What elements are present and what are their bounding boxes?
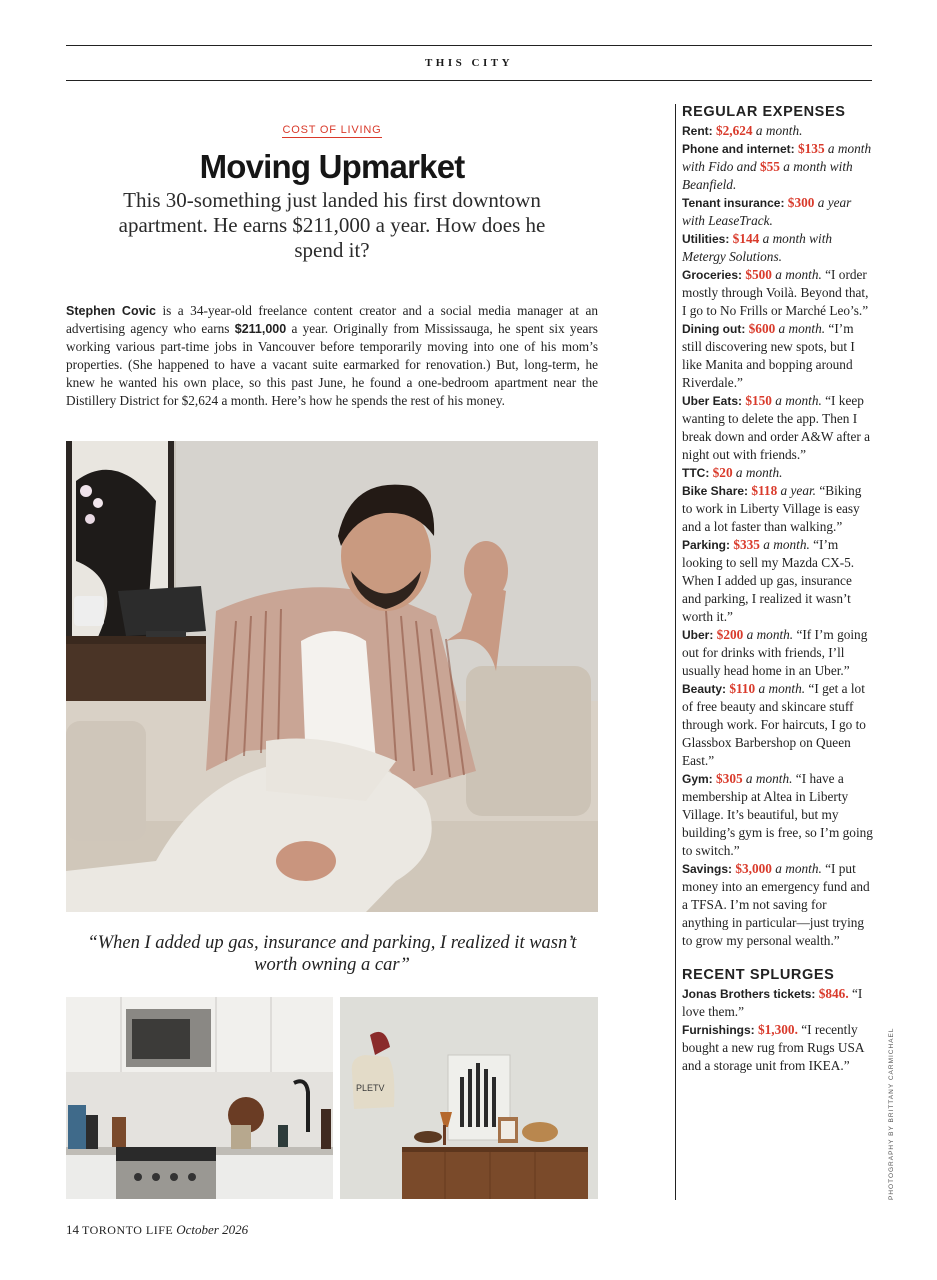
ttc-period: a month. [732,465,783,480]
expense-savings [682,860,874,950]
savings-amount: $3,000 [735,861,772,876]
expense-ubereats [682,392,874,464]
jonas-quote: “I love them.” [682,986,863,1019]
ttc-label: TTC: [682,466,710,480]
regular-expenses-heading: REGULAR EXPENSES [682,104,846,120]
ttc-amount: $20 [712,465,733,480]
expense-bikeshare [682,482,874,536]
top-rule [66,45,872,46]
furnishings-quote: “I recently bought a new rug from Rugs USA and a storage unit from IKEA.” [682,1022,864,1073]
expense-parking [682,536,874,626]
parking-amount: $335 [733,537,760,552]
gym-amount: $305 [716,771,743,786]
ubereats-quote: “I keep wanting to delete the app. Then I break down and order A&W after a night out with friends.” [682,393,871,462]
ubereats-period: a month. [771,393,822,408]
rent-amount: $2,624 [716,123,753,138]
expense-insurance [682,194,874,230]
gym-label: Gym: [682,772,713,786]
insurance-period: a year with LeaseTrack. [682,195,852,228]
furnishings-label: Furnishings: [682,1023,755,1037]
beauty-quote: “I get a lot of free beauty and skincare stuff through work. For haircuts, I go to Glassbox Barbershop on Queen East.” [682,681,866,768]
publication-name: TORONTO LIFE [82,1223,174,1237]
dining-quote: “I’m still discovering new spots, but I like Manita and bopping around Riverdale.” [682,321,855,390]
expenses-sidebar [682,103,874,1075]
expense-ttc [682,464,874,482]
salary: $211,000 [234,322,287,336]
section-label: THIS CITY [424,57,514,69]
phone-amount-beanfield: $55 [759,159,780,174]
dining-period: a month. [775,321,826,336]
phone-mid: a month with Fido and [682,141,872,174]
ubereats-amount: $150 [745,393,772,408]
page-number: 14 [66,1222,79,1237]
expense-phone [682,140,874,194]
rent-period: a month. [752,123,803,138]
portrait-photo [66,441,598,912]
splurge-jonas [682,985,874,1021]
gym-quote: “I have a membership at Altea in Liberty Village. It’s beautiful, but my building’s gym is free, so I’m going to switch.” [682,771,873,858]
tote-bag-label: PLETV [356,1083,385,1093]
intro-text-1: is a 34-year-old freelance content creator and a social media manager at an advertising agency who earns [66,303,598,336]
folio [66,1222,248,1238]
kicker-text: COST OF LIVING [282,124,382,136]
bikeshare-period: a year. [777,483,817,498]
jonas-label: Jonas Brothers tickets: [682,987,816,1001]
uber-quote: “If I’m going out for drinks with friends, I’ll usually head home in an Uber.” [682,627,868,678]
kitchen-photo [66,997,333,1199]
rent-label: Rent: [682,124,713,138]
parking-quote: “I’m looking to sell my Mazda CX-5. When I added up gas, insurance and parking, I realized it wasn’t worth it.” [682,537,855,624]
pull-quote: “When I added up gas, insurance and parking, I realized it wasn’t worth owning a car” [87,933,577,975]
beauty-period: a month. [755,681,806,696]
groceries-amount: $500 [745,267,772,282]
uber-period: a month. [743,627,794,642]
entryway-photo [340,997,598,1199]
utilities-period: a month with Metergy Solutions. [682,231,833,264]
groceries-label: Groceries: [682,268,743,282]
photo-credit: PHOTOGRAPHY BY BRITTANY CARMICHAEL [888,1027,895,1200]
expense-dining [682,320,874,392]
expense-beauty [682,680,874,770]
bikeshare-quote: “Biking to work in Liberty Village is easy and a lot faster than walking.” [682,483,862,534]
section-rule [66,80,872,81]
expense-utilities [682,230,874,266]
dining-label: Dining out: [682,322,746,336]
splurge-furnishings [682,1021,874,1075]
insurance-label: Tenant insurance: [682,196,785,210]
utilities-amount: $144 [732,231,760,246]
dek: This 30-something just landed his first downtown apartment. He earns $211,000 a year. How does he spend it? [118,188,546,262]
expense-uber [682,626,874,680]
subject-name: Stephen Covic [66,304,156,318]
savings-label: Savings: [682,862,733,876]
phone-label: Phone and internet: [682,142,795,156]
savings-period: a month. [771,861,822,876]
savings-quote: “I put money into an emergency fund and a TFSA. I’m not saving for anything in particular—just trying to grow my personal wealth.” [682,861,870,948]
phone-amount-fido: $135 [798,141,825,156]
kicker [66,124,598,136]
jonas-amount: $846. [818,986,849,1001]
uber-label: Uber: [682,628,714,642]
bikeshare-amount: $118 [751,483,778,498]
groceries-period: a month. [771,267,822,282]
sidebar-rule [675,104,676,1200]
headline: Moving Upmarket [199,148,465,185]
intro-paragraph [66,302,598,410]
expense-rent [682,122,874,140]
bikeshare-label: Bike Share: [682,484,749,498]
dining-amount: $600 [748,321,776,336]
issue-date: October 2026 [176,1222,249,1237]
expense-gym [682,770,874,860]
uber-amount: $200 [716,627,744,642]
beauty-amount: $110 [729,681,756,696]
insurance-amount: $300 [787,195,815,210]
ubereats-label: Uber Eats: [682,394,743,408]
phone-end: a month with Beanfield. [682,159,853,192]
expense-groceries [682,266,874,320]
utilities-label: Utilities: [682,232,730,246]
parking-label: Parking: [682,538,731,552]
beauty-label: Beauty: [682,682,727,696]
groceries-quote: “I order mostly through Voilà. Beyond that, I go to No Frills or Marché Leo’s.” [682,267,869,318]
parking-period: a month. [759,537,810,552]
intro-text-2: a year. Originally from Mississauga, he spent six years working various part-time jobs in Vancouver before temporarily moving into one of his mom’s properties. (She happened to have a vacant suite earmarked for renovation.) But, long-term, he knew he wanted his own place, so this past June, he found a one-bedroom apartment near the Distillery District for $2,624 a month. Here’s how he spends the rest of his money. [66,321,598,408]
furnishings-amount: $1,300. [758,1022,798,1037]
gym-period: a month. [742,771,793,786]
recent-splurges-heading: RECENT SPLURGES [682,967,835,983]
